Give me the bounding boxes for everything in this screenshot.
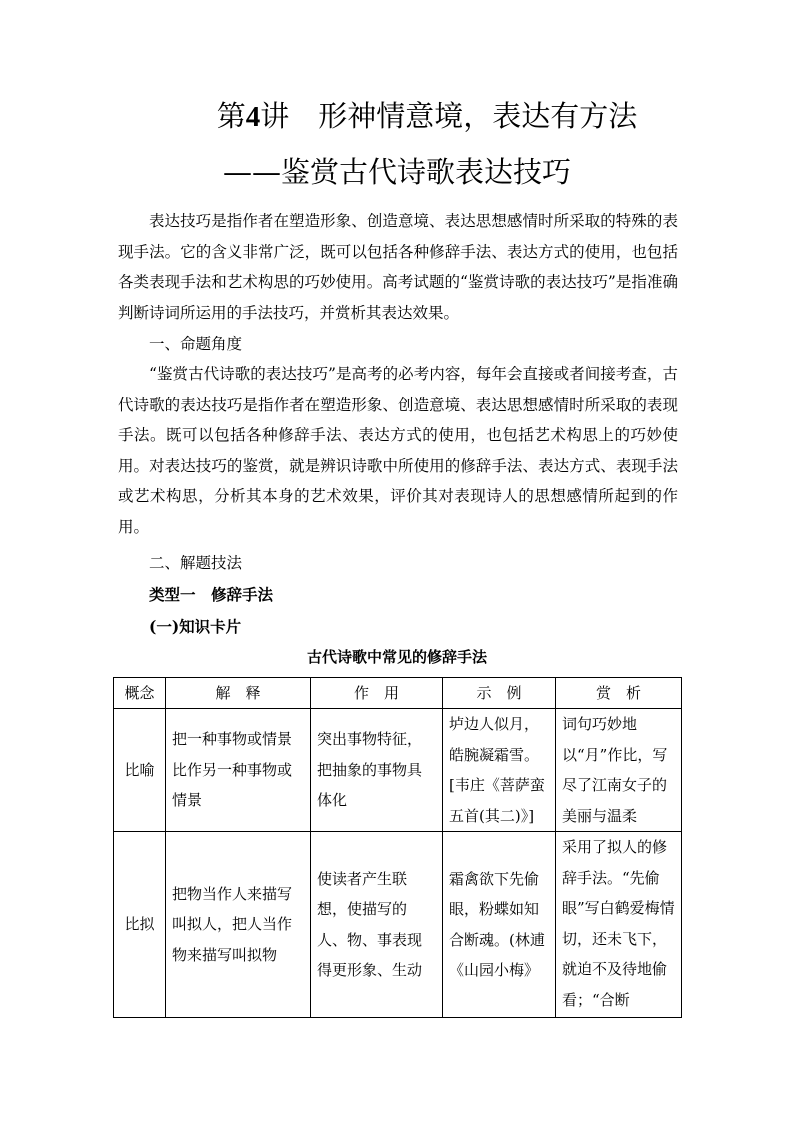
title-prefix: 第 <box>216 99 246 133</box>
cell-effect: 使读者产生联想，使描写的人、物、事表现得更形象、生动 <box>311 832 443 1018</box>
cell-analysis: 采用了拟人的修辞手法。“先偷眼”写白鹤爱梅情切，还未飞下，就迫不及待地偷看；“合断 <box>556 832 682 1018</box>
lesson-number: 4 <box>245 101 261 133</box>
table-row <box>114 832 682 1018</box>
lesson-title <box>30 96 794 137</box>
cell-example: 霜禽欲下先偷眼，粉蝶如知合断魂。(林逋《山园小梅》 <box>443 832 556 1018</box>
header-concept: 概念 <box>114 678 166 709</box>
table-header-row <box>114 678 682 709</box>
header-explain: 解 释 <box>166 678 311 709</box>
intro-paragraph: 表达技巧是指作者在塑造形象、创造意境、表达思想感情时所采取的特殊的表现手法。它的含义非常广泛，既可以包括各种修辞手法、表达方式的使用，也包括各类表现手法和艺术构思的巧妙使用。高考试题的“鉴赏诗歌的表达技巧”是指准确判断诗词所运用的手法技巧，并赏析其表达效果。 <box>118 212 678 322</box>
title-text: 讲 形神情意境，表达有方法 <box>260 99 638 133</box>
section1-heading: 一、命题角度 <box>149 335 243 353</box>
section2-heading: 二、解题技法 <box>149 554 243 572</box>
cell-concept: 比拟 <box>114 832 166 1018</box>
section1-body: “鉴赏古代诗歌的表达技巧”是高考的必考内容，每年会直接或者间接考查，古代诗歌的表达技巧是指作者在塑造形象、创造意境、表达思想感情时所采取的表现手法。既可以包括各种修辞手法、表达方式的使用，也包括艺术构思上的巧妙使用。对表达技巧的鉴赏，就是辨识诗歌中所使用的修辞手法、表达方式、表现手法或艺术构思，分析其本身的艺术效果，评价其对表现诗人的思想感情所起到的作用。 <box>118 365 678 536</box>
cell-example: 垆边人似月，皓腕凝霜雪。[韦庄《菩萨蛮五首(其二)》] <box>443 709 556 832</box>
type-heading: 类型一 修辞手法 <box>149 585 274 604</box>
header-effect: 作 用 <box>311 678 443 709</box>
cell-explain: 把物当作人来描写叫拟人，把人当作物来描写叫拟物 <box>166 832 311 1018</box>
cell-explain: 把一种事物或情景比作另一种事物或情景 <box>166 709 311 832</box>
lesson-subtitle: ——鉴赏古代诗歌表达技巧 <box>222 155 571 189</box>
rhetoric-table <box>113 677 682 1018</box>
cell-analysis: 词句巧妙地以“月”作比，写尽了江南女子的美丽与温柔 <box>556 709 682 832</box>
header-analysis: 赏 析 <box>556 678 682 709</box>
cell-concept: 比喻 <box>114 709 166 832</box>
table-caption: 古代诗歌中常见的修辞手法 <box>306 648 487 666</box>
sub-heading: (一)知识卡片 <box>149 617 242 636</box>
cell-effect: 突出事物特征，把抽象的事物具体化 <box>311 709 443 832</box>
table-row <box>114 709 682 832</box>
header-example: 示 例 <box>443 678 556 709</box>
